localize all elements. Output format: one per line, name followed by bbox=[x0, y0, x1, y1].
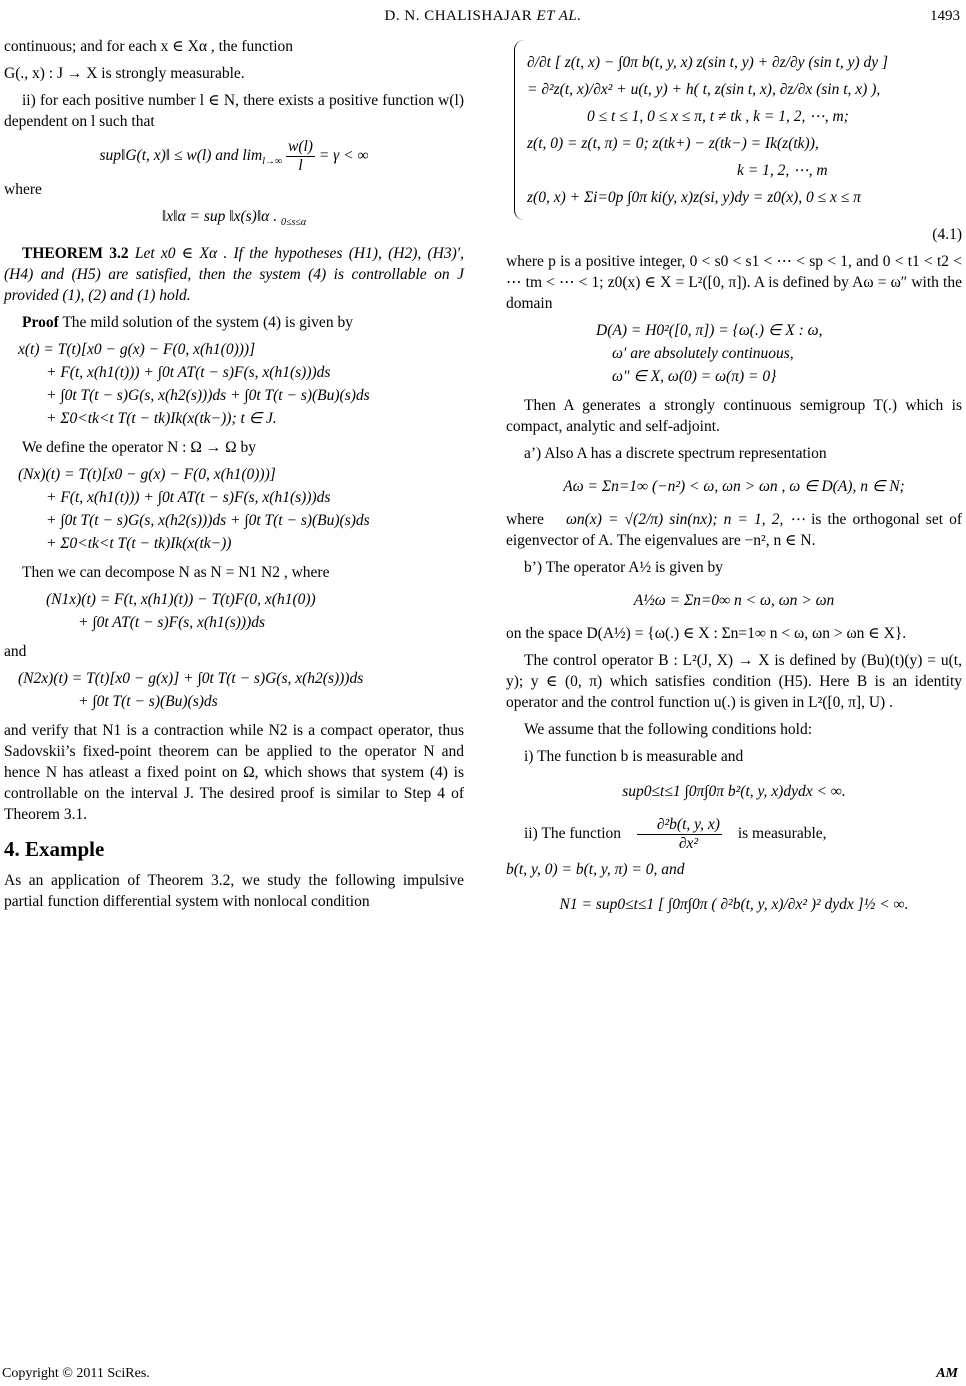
paragraph: where ωn(x) = √(2/π) sin(nx); n = 1, 2, ⋯ is the orthogonal set of eigenvector of A. The eigenvalues are −n², n ∈ N. bbox=[506, 511, 963, 549]
equation-line: z(0, x) + Σi=0p ∫0π ki(y, x)z(si, y)dy = z0(x), 0 ≤ x ≤ π bbox=[527, 189, 861, 206]
equation-line: ∂/∂t [ z(t, x) − ∫0π b(t, y, x) z(sin t, y) + ∂z/∂y (sin t, y) dy ] bbox=[527, 54, 889, 71]
equation-system-4-1 bbox=[514, 40, 962, 220]
paragraph: Then A generates a strongly continuous semigroup T(.) which is compact, analytic and self-adjoint. bbox=[506, 397, 962, 435]
operator-equation bbox=[18, 464, 464, 554]
equation-line: k = 1, 2, ⋯, m bbox=[737, 162, 828, 179]
equation-line: + ∫0t T(t − s)G(s, x(h2(s)))ds + ∫0t T(t − s)(Bu)(s)ds bbox=[46, 387, 370, 405]
fraction: $\frac{\text{∂²b(t, y, x)}}{\text{∂x²}}$ bbox=[637, 816, 722, 853]
spectrum-equation: Aω = Σn=1∞ (−n²) < ω, ωn > ωn , ω ∈ D(A), n ∈ N; bbox=[563, 478, 905, 495]
equation-line: + Σ0<tk<t T(t − tk)Ik(x(tk−)) bbox=[46, 535, 232, 553]
equation-norm: ‖x‖α = sup ‖x(s)‖α . $_{0\le s\le\alpha}$ bbox=[161, 208, 307, 229]
paragraph: ii) for each positive number l ∈ N, there exists a positive function w(l) dependent on l such that bbox=[4, 92, 464, 130]
half-power-equation: A½ω = Σn=0∞ n < ω, ωn > ωn bbox=[633, 592, 835, 609]
paragraph: on the space D(A½) = {ω(.) ∈ X : Σn=1∞ n < ω, ωn > ωn ∈ X}. bbox=[506, 625, 907, 642]
equation-line: (Nx)(t) = T(t)[x0 − g(x) − F(0, x(h1(0)))] bbox=[18, 466, 276, 484]
equation-line: x(t) = T(t)[x0 − g(x) − F(0, x(h1(0)))] bbox=[18, 341, 256, 359]
paragraph: b’) The operator A½ is given by bbox=[524, 559, 724, 576]
equation-line: D(A) = H0²([0, π]) = {ω(.) ∈ X : ω, bbox=[596, 322, 823, 339]
paragraph: a’) Also A has a discrete spectrum representation bbox=[524, 445, 827, 462]
paragraph: The control operator B : L²(J, X) → X is defined by (Bu)(t)(y) = u(t, y); y ∈ (0, π) which satisfies condition (H5). Here B is an identity operator and the control function u(.) is given in L²([0, π], U) . bbox=[506, 652, 962, 711]
equation-line: + ∫0t AT(t − s)F(s, x(h1(s)))ds bbox=[78, 614, 266, 632]
theorem-text: Let x0 ∈ Xα . If the hypotheses (H1), (H2), (H3)′, (H4) and (H5) are satisfied, then the system (4) is controllable on J provided (1), (2) and (1) hold. bbox=[4, 245, 465, 305]
section-heading: 4. Example bbox=[4, 837, 105, 862]
paragraph: i) The function b is measurable and bbox=[524, 748, 744, 765]
equation-line: + F(t, x(h1(t))) + ∫0t AT(t − s)F(s, x(h1(s)))ds bbox=[46, 364, 331, 382]
paragraph: and bbox=[4, 643, 27, 661]
domain-equation bbox=[596, 320, 962, 387]
equation-line: + F(t, x(h1(t))) + ∫0t AT(t − s)F(s, x(h1(s)))ds bbox=[46, 489, 331, 507]
equation-line: (N1x)(t) = F(t, x(h1)(t)) − T(t)F(0, x(h1(0)) bbox=[46, 591, 316, 609]
equation-line: z(t, 0) = z(t, π) = 0; z(tk+) − z(tk−) = Ik(z(tk)), bbox=[527, 135, 819, 152]
n2-equation bbox=[18, 668, 464, 712]
footer-copyright: Copyright © 2011 SciRes. bbox=[2, 1366, 150, 1381]
equation-line: 0 ≤ t ≤ 1, 0 ≤ x ≤ π, t ≠ tk , k = 1, 2, ⋯, m; bbox=[587, 108, 849, 125]
mild-solution-equation bbox=[18, 339, 464, 429]
paragraph: where bbox=[4, 181, 42, 198]
paragraph: As an application of Theorem 3.2, we study the following impulsive partial function differential system with nonlocal condition bbox=[4, 872, 464, 911]
equation-sup-bound: sup‖G(t, x)‖ ≤ w(l) and $\lim_{l\to\infty}$ $\frac{w(l)}{l}$ = γ < ∞ bbox=[99, 138, 369, 174]
running-head-authors: D. N. CHALISHAJAR ET AL. bbox=[384, 8, 582, 24]
proof: Proof The mild solution of the system (4) is given by bbox=[22, 314, 353, 332]
n1-bound-equation: N1 = sup0≤t≤1 [ ∫0π∫0π ( ∂²b(t, y, x)/∂x² )² dydx ]½ < ∞. bbox=[559, 896, 909, 913]
equation-line: + Σ0<tk<t T(t − tk)Ik(x(tk−)); t ∈ J. bbox=[46, 410, 277, 428]
page-number: 1493 bbox=[930, 8, 960, 24]
right-column bbox=[506, 36, 962, 929]
paragraph: Then we can decompose N as N = N1 N2 , where bbox=[22, 564, 330, 582]
orthogonal-eigenvector-equation: ωn(x) = √(2/π) sin(nx); n = 1, 2, ⋯ bbox=[565, 511, 805, 528]
n1-equation bbox=[18, 589, 464, 633]
paragraph: b(t, y, 0) = b(t, y, π) = 0, and bbox=[506, 861, 685, 878]
fraction: $\frac{w(l)}{l}$ bbox=[287, 138, 313, 174]
paragraph: ii) The function $\frac{\text{∂²b(t, y, x)}}{\text{∂x²}}$ is measurable, bbox=[524, 816, 827, 852]
equation-line: = ∂²z(t, x)/∂x² + u(t, y) + h( t, z(sin t, x), ∂z/∂x (sin t, x) ), bbox=[527, 81, 881, 98]
paragraph: G(., x) : J → X is strongly measurable. bbox=[4, 65, 245, 82]
condition-i-equation: sup0≤t≤1 ∫0π∫0π b²(t, y, x)dydx < ∞. bbox=[622, 783, 846, 800]
paragraph: We assume that the following conditions hold: bbox=[524, 721, 813, 738]
paragraph: where p is a positive integer, 0 < s0 < s1 < ⋯ < sp < 1, and 0 < t1 < t2 < ⋯ tm < ⋯ < 1; z0(x) ∈ X = L²([0, π]). A is defined by Aω = ω″ with the domain bbox=[506, 253, 962, 312]
proof-label: Proof bbox=[22, 314, 59, 332]
paragraph: continuous; and for each x ∈ Xα , the function bbox=[4, 38, 294, 55]
running-head-etal: ET AL. bbox=[536, 8, 582, 24]
running-head bbox=[0, 8, 966, 30]
equation-number: (4.1) bbox=[932, 226, 962, 243]
equation-line: ω′ are absolutely continuous, bbox=[612, 345, 794, 362]
theorem bbox=[4, 243, 464, 306]
paragraph: We define the operator N : Ω → Ω by bbox=[22, 439, 256, 457]
equation-line: ω″ ∈ X, ω(0) = ω(π) = 0} bbox=[612, 368, 777, 385]
footer-journal: AM bbox=[936, 1366, 958, 1381]
equation-line: + ∫0t T(t − s)G(s, x(h2(s)))ds + ∫0t T(t − s)(Bu)(s)ds bbox=[46, 512, 370, 530]
left-column bbox=[4, 36, 464, 918]
equation-line: + ∫0t T(t − s)(Bu)(s)ds bbox=[78, 693, 218, 711]
equation-line: (N2x)(t) = T(t)[x0 − g(x)] + ∫0t T(t − s)G(s, x(h2(s)))ds bbox=[18, 670, 364, 688]
theorem-label: THEOREM 3.2 bbox=[22, 245, 129, 263]
paragraph: and verify that N1 is a contraction while N2 is a compact operator, thus Sadovskii’s fixed-point theorem can be applied to the operator N and hence N has atleast a fixed point on Ω, which shows that system (4) is controllable on the interval J. The desired proof is similar to Step 4 of Theorem 3.1. bbox=[4, 722, 464, 824]
